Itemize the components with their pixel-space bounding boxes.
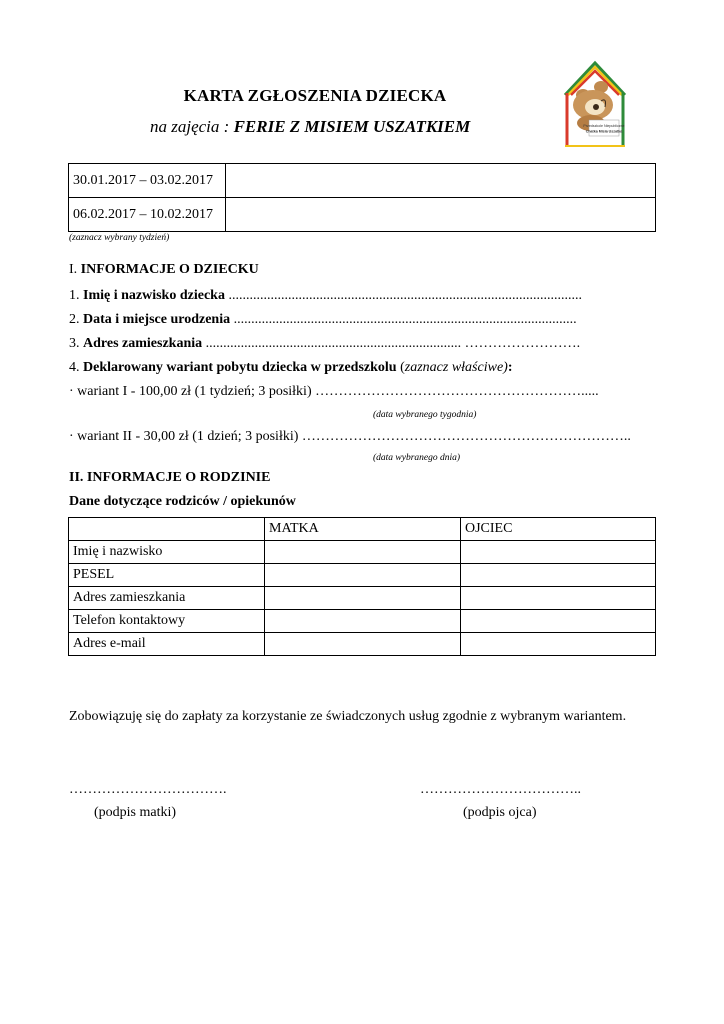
form-title: KARTA ZGŁOSZENIA DZIECKA	[183, 86, 447, 105]
week-selection-table	[68, 163, 656, 232]
variant-label: Deklarowany wariant pobytu dziecka w przedszkolu	[83, 360, 397, 375]
mother-signature-label: (podpis matki)	[94, 805, 177, 820]
birth-date-place-field[interactable]	[69, 312, 577, 328]
row-label: Imię i nazwisko	[69, 541, 265, 564]
father-signature-label: (podpis ojca)	[463, 805, 537, 820]
field-dots: ..................................................................................................	[230, 312, 577, 327]
section2-heading: II. INFORMACJE O RODZINIE	[69, 470, 271, 485]
mother-signature-line[interactable]: …………………………….	[69, 782, 227, 797]
section1-heading	[69, 262, 259, 278]
table-row	[69, 587, 656, 610]
field-label: Adres zamieszkania	[83, 336, 203, 351]
event-name: FERIE Z MISIEM USZATKIEM	[233, 117, 471, 136]
section1-title: INFORMACJE O DZIECKU	[80, 262, 259, 277]
logo-text-line1: Przedszkole Niepubliczne	[583, 124, 625, 128]
field-dots: .....................................................................................................	[224, 288, 582, 303]
variant1-option[interactable]: · wariant I - 100,00 zł (1 tydzień; 3 posiłki) ………………………………………………….....	[69, 384, 599, 399]
variant-hint: zaznacz właściwe)	[404, 360, 508, 375]
field-number: 1.	[69, 288, 83, 303]
father-signature-line[interactable]: ……………………………..	[420, 782, 581, 797]
field-label: Data i miejsce urodzenia	[83, 312, 231, 327]
week-label: 06.02.2017 – 10.02.2017	[69, 198, 226, 232]
payment-declaration: Zobowiązuję się do zapłaty za korzystanie ze świadczonych usług zgodnie z wybranym wariantem.	[69, 709, 627, 724]
row-label: Adres zamieszkania	[69, 587, 265, 610]
parents-table	[68, 517, 656, 656]
table-row	[69, 633, 656, 656]
father-cell[interactable]	[461, 633, 656, 656]
logo-text-line2: Chatka Misia Uszatka	[585, 129, 623, 134]
row-label: Telefon kontaktowy	[69, 610, 265, 633]
subtitle-prefix: na zajęcia :	[150, 117, 234, 136]
week-row	[69, 164, 656, 198]
row-label: PESEL	[69, 564, 265, 587]
week-label: 30.01.2017 – 03.02.2017	[69, 164, 226, 198]
variant1-note: (data wybranego tygodnia)	[373, 410, 477, 420]
header-cell	[69, 518, 265, 541]
header-cell-father: OJCIEC	[461, 518, 656, 541]
field-number: 2.	[69, 312, 83, 327]
section1-prefix: I.	[69, 262, 81, 277]
table-row	[69, 541, 656, 564]
table-row	[69, 564, 656, 587]
address-field[interactable]	[69, 336, 580, 352]
week-select-cell[interactable]	[226, 164, 656, 198]
father-cell[interactable]	[461, 541, 656, 564]
mother-cell[interactable]	[265, 610, 461, 633]
field-label: Imię i nazwisko dziecka	[83, 288, 225, 303]
father-cell[interactable]	[461, 610, 656, 633]
header-cell-mother: MATKA	[265, 518, 461, 541]
preschool-house-teddy-bear-logo	[561, 57, 629, 149]
form-subtitle	[150, 117, 470, 137]
mother-cell[interactable]	[265, 587, 461, 610]
child-name-field[interactable]	[69, 288, 582, 304]
father-cell[interactable]	[461, 564, 656, 587]
section2-subheading: Dane dotyczące rodziców / opiekunów	[69, 494, 296, 509]
field-number: 4.	[69, 360, 83, 375]
variant2-option[interactable]: · wariant II - 30,00 zł (1 dzień; 3 posiłki) ……………………………………………………………..	[69, 429, 631, 444]
week-select-cell[interactable]	[226, 198, 656, 232]
table-row	[69, 610, 656, 633]
field-dots: ......................................................................... …………………….	[202, 336, 581, 351]
mother-cell[interactable]	[265, 633, 461, 656]
variant2-note: (data wybranego dnia)	[373, 453, 461, 463]
mother-cell[interactable]	[265, 541, 461, 564]
week-note: (zaznacz wybrany tydzień)	[69, 233, 170, 243]
field-number: 3.	[69, 336, 83, 351]
father-cell[interactable]	[461, 587, 656, 610]
variant-heading	[69, 360, 513, 376]
variant-paren: (	[396, 360, 405, 375]
row-label: Adres e-mail	[69, 633, 265, 656]
table-header-row	[69, 518, 656, 541]
variant-colon: :	[507, 360, 513, 375]
week-row	[69, 198, 656, 232]
mother-cell[interactable]	[265, 564, 461, 587]
